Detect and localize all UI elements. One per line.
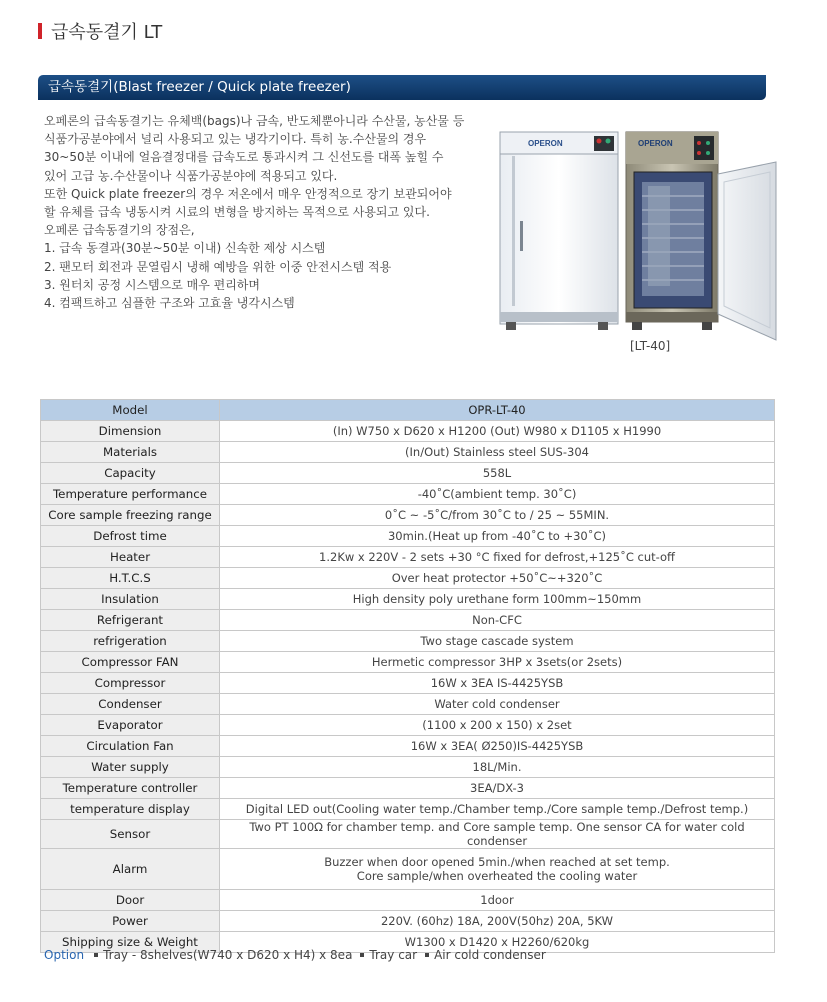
intro-text xyxy=(44,112,489,312)
spec-label: Refrigerant xyxy=(41,610,220,631)
intro-line: 있어 고급 농.수산물이나 식품가공분야에 적용되고 있다. xyxy=(44,168,338,183)
spec-label: Compressor FAN xyxy=(41,652,220,673)
table-row xyxy=(41,442,775,463)
table-row xyxy=(41,652,775,673)
spec-table xyxy=(40,399,775,953)
spec-value: Over heat protector +50˚C~+320˚C xyxy=(220,568,775,589)
table-row xyxy=(41,547,775,568)
intro-line: 30~50분 이내에 얼음결정대를 급속도로 통과시켜 그 신선도를 대폭 높힐 수 xyxy=(44,150,444,165)
spec-label: Alarm xyxy=(41,849,220,890)
spec-value: Digital LED out(Cooling water temp./Chamber temp./Core sample temp./Defrost temp.) xyxy=(220,799,775,820)
spec-value: 558L xyxy=(220,463,775,484)
spec-value: (In) W750 x D620 x H1200 (Out) W980 x D1105 x H1990 xyxy=(220,421,775,442)
freezer-door xyxy=(718,162,776,340)
intro-line: 2. 팬모터 회전과 문열림시 냉해 예방을 위한 이중 안전시스템 적용 xyxy=(44,259,392,274)
spec-label: Compressor xyxy=(41,673,220,694)
spec-value: 18L/Min. xyxy=(220,757,775,778)
spec-value xyxy=(220,849,775,890)
option-item xyxy=(425,948,546,962)
spec-label: Temperature controller xyxy=(41,778,220,799)
option-text: Air cold condenser xyxy=(434,948,546,962)
spec-label: Condenser xyxy=(41,694,220,715)
alarm-line: Buzzer when door opened 5min./when reached at set temp. xyxy=(324,855,670,869)
table-row xyxy=(41,890,775,911)
spec-label: Defrost time xyxy=(41,526,220,547)
spec-label: Heater xyxy=(41,547,220,568)
spec-header-row xyxy=(41,400,775,421)
brand-label: OPERON xyxy=(528,139,563,148)
spec-value: Water cold condenser xyxy=(220,694,775,715)
table-row xyxy=(41,694,775,715)
option-label: Option xyxy=(44,948,85,962)
spec-value: 1door xyxy=(220,890,775,911)
table-row xyxy=(41,799,775,820)
table-row xyxy=(41,526,775,547)
spec-label: Dimension xyxy=(41,421,220,442)
option-item xyxy=(94,948,352,962)
alarm-line: Core sample/when overheated the cooling water xyxy=(356,869,638,883)
spec-label: Power xyxy=(41,911,220,932)
intro-line: 식품가공분야에서 널리 사용되고 있는 냉각기이다. 특히 농.수산물의 경우 xyxy=(44,132,427,147)
spec-value: (1100 x 200 x 150) x 2set xyxy=(220,715,775,736)
spec-value: 0˚C ~ -5˚C/from 30˚C to / 25 ~ 55MIN. xyxy=(220,505,775,526)
options-line xyxy=(44,948,554,962)
intro-line: 또한 Quick plate freezer의 경우 저온에서 매우 안정적으로 장기 보관되어야 xyxy=(44,186,452,201)
table-row xyxy=(41,568,775,589)
intro-line: 3. 원터치 공정 시스템으로 매우 편리하며 xyxy=(44,277,260,292)
spec-value: -40˚C(ambient temp. 30˚C) xyxy=(220,484,775,505)
spec-value: W1300 x D1420 x H2260/620kg xyxy=(220,932,775,953)
spec-value: 1.2Kw x 220V - 2 sets +30 °C fixed for defrost,+125˚C cut-off xyxy=(220,547,775,568)
product-image xyxy=(498,126,780,344)
table-row xyxy=(41,631,775,652)
spec-value: 220V. (60hz) 18A, 200V(50hz) 20A, 5KW xyxy=(220,911,775,932)
intro-line: 오페론의 급속동결기는 유체백(bags)나 금속, 반도체뿐아니라 수산물, 농산물 등 xyxy=(44,114,465,128)
freezer-closed xyxy=(500,132,618,330)
spec-label: Water supply xyxy=(41,757,220,778)
spec-value: Two PT 100Ω for chamber temp. and Core sample temp. One sensor CA for water cold condenser xyxy=(220,820,775,849)
spec-value: Hermetic compressor 3HP x 3sets(or 2sets) xyxy=(220,652,775,673)
spec-label: Materials xyxy=(41,442,220,463)
bullet-icon xyxy=(360,953,364,957)
section-header: 급속동결기(Blast freezer / Quick plate freezer) xyxy=(38,75,766,100)
table-row xyxy=(41,715,775,736)
table-row xyxy=(41,673,775,694)
spec-label: H.T.C.S xyxy=(41,568,220,589)
spec-label: Insulation xyxy=(41,589,220,610)
spec-value: 3EA/DX-3 xyxy=(220,778,775,799)
spec-value: Two stage cascade system xyxy=(220,631,775,652)
table-row xyxy=(41,849,775,890)
table-row xyxy=(41,589,775,610)
table-row xyxy=(41,778,775,799)
spec-label: Core sample freezing range xyxy=(41,505,220,526)
spec-label: Model xyxy=(41,400,220,421)
option-item xyxy=(360,948,417,962)
option-text: Tray - 8shelves(W740 x D620 x H4) x 8ea xyxy=(103,948,353,962)
table-row xyxy=(41,463,775,484)
intro-line: 오페론 급속동결기의 장점은, xyxy=(44,223,195,238)
title-marker xyxy=(38,23,42,39)
spec-label: Shipping size & Weight xyxy=(41,932,220,953)
page-title-text: 급속동결기 LT xyxy=(51,22,163,43)
table-row xyxy=(41,505,775,526)
table-row xyxy=(41,736,775,757)
spec-label: Evaporator xyxy=(41,715,220,736)
spec-value: 16W x 3EA IS-4425YSB xyxy=(220,673,775,694)
brand-label: OPERON xyxy=(638,139,673,148)
bullet-icon xyxy=(94,953,98,957)
table-row xyxy=(41,421,775,442)
table-row xyxy=(41,757,775,778)
intro-line: 4. 컴팩트하고 심플한 구조와 고효율 냉각시스템 xyxy=(44,296,295,311)
table-row xyxy=(41,911,775,932)
spec-value: Non-CFC xyxy=(220,610,775,631)
spec-label: Sensor xyxy=(41,820,220,849)
table-row xyxy=(41,484,775,505)
spec-value: High density poly urethane form 100mm~150mm xyxy=(220,589,775,610)
table-row xyxy=(41,820,775,849)
spec-value: (In/Out) Stainless steel SUS-304 xyxy=(220,442,775,463)
spec-value: OPR-LT-40 xyxy=(220,400,775,421)
intro-line: 1. 급속 동결과(30분~50분 이내) 신속한 제상 시스템 xyxy=(44,241,326,256)
intro-line: 할 유체를 급속 냉동시켜 시료의 변형을 방지하는 목적으로 사용되고 있다. xyxy=(44,205,430,220)
spec-value: 16W x 3EA( Ø250)IS-4425YSB xyxy=(220,736,775,757)
spec-value: 30min.(Heat up from -40˚C to +30˚C) xyxy=(220,526,775,547)
freezer-open xyxy=(626,132,718,330)
spec-label: Door xyxy=(41,890,220,911)
spec-label: Temperature performance xyxy=(41,484,220,505)
spec-label: temperature display xyxy=(41,799,220,820)
page-title xyxy=(38,18,162,44)
image-caption: [LT-40] xyxy=(630,339,671,353)
spec-label: refrigeration xyxy=(41,631,220,652)
spec-label: Circulation Fan xyxy=(41,736,220,757)
table-row xyxy=(41,610,775,631)
option-text: Tray car xyxy=(369,948,418,962)
spec-label: Capacity xyxy=(41,463,220,484)
bullet-icon xyxy=(425,953,429,957)
